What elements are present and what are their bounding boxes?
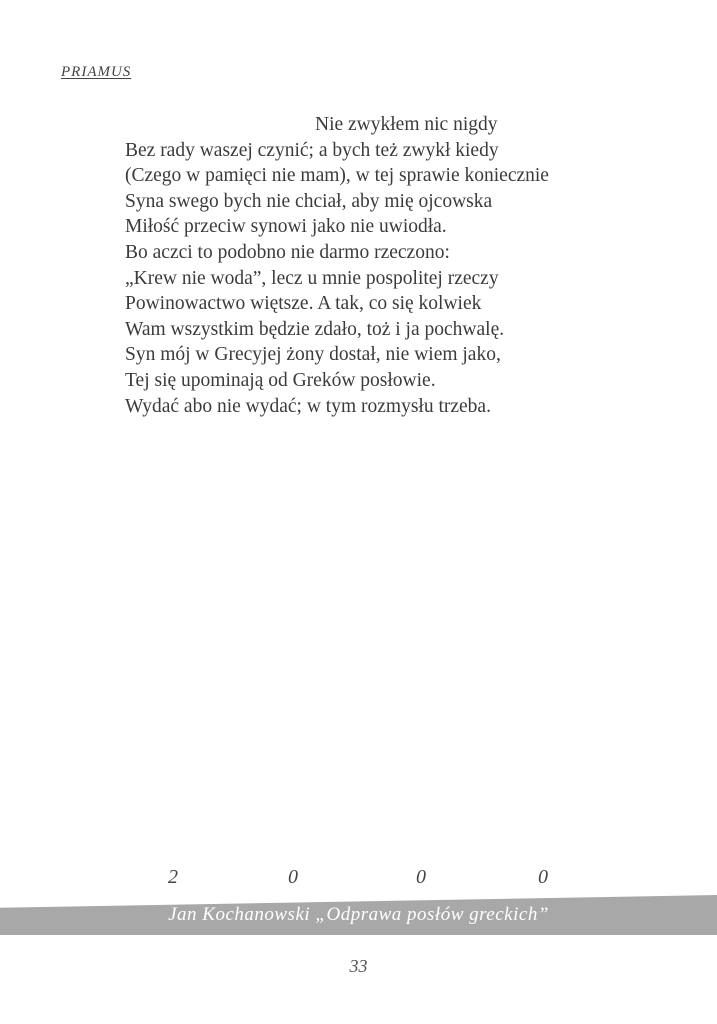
verse-line: „Krew nie woda”, lecz u mnie pospolitej rzeczy bbox=[125, 267, 499, 289]
verse-block bbox=[125, 112, 645, 419]
verse-line: Miłość przeciw synowi jako nie uwiodła. bbox=[125, 216, 447, 238]
verse-line: (Czego w pamięci nie mam), w tej sprawie koniecznie bbox=[125, 165, 549, 187]
verse-line: Bez rady waszej czynić; a bych też zwykł kiedy bbox=[125, 139, 499, 161]
verse-line: Syna swego bych nie chciał, aby mię ojcowska bbox=[125, 190, 493, 212]
verse-line: Tej się upominają od Greków posłowie. bbox=[125, 369, 436, 391]
verse-line: Nie zwykłem nic nigdy bbox=[315, 114, 498, 135]
verse-line: Syn mój w Grecyjej żony dostał, nie wiem jako, bbox=[125, 344, 501, 366]
verse-line: Powinowactwo więtsze. A tak, co się kolwiek bbox=[125, 293, 482, 315]
verse-line: Wam wszystkim będzie zdało, toż i ja pochwalę. bbox=[125, 318, 505, 340]
year-digit: 0 bbox=[538, 866, 548, 888]
verse-line: Wydać abo nie wydać; w tym rozmysłu trzeba. bbox=[125, 395, 491, 417]
footer-title: Jan Kochanowski „Odprawa posłów greckich” bbox=[168, 904, 549, 925]
speaker-name: PRIAMUS bbox=[61, 64, 132, 80]
year-digit: 0 bbox=[288, 866, 298, 888]
footer-year bbox=[160, 866, 560, 892]
year-digit: 0 bbox=[416, 866, 426, 888]
page-number: 33 bbox=[349, 956, 368, 976]
verse-line: Bo aczci to podobno nie darmo rzeczono: bbox=[125, 241, 450, 263]
year-digit: 2 bbox=[168, 866, 178, 888]
